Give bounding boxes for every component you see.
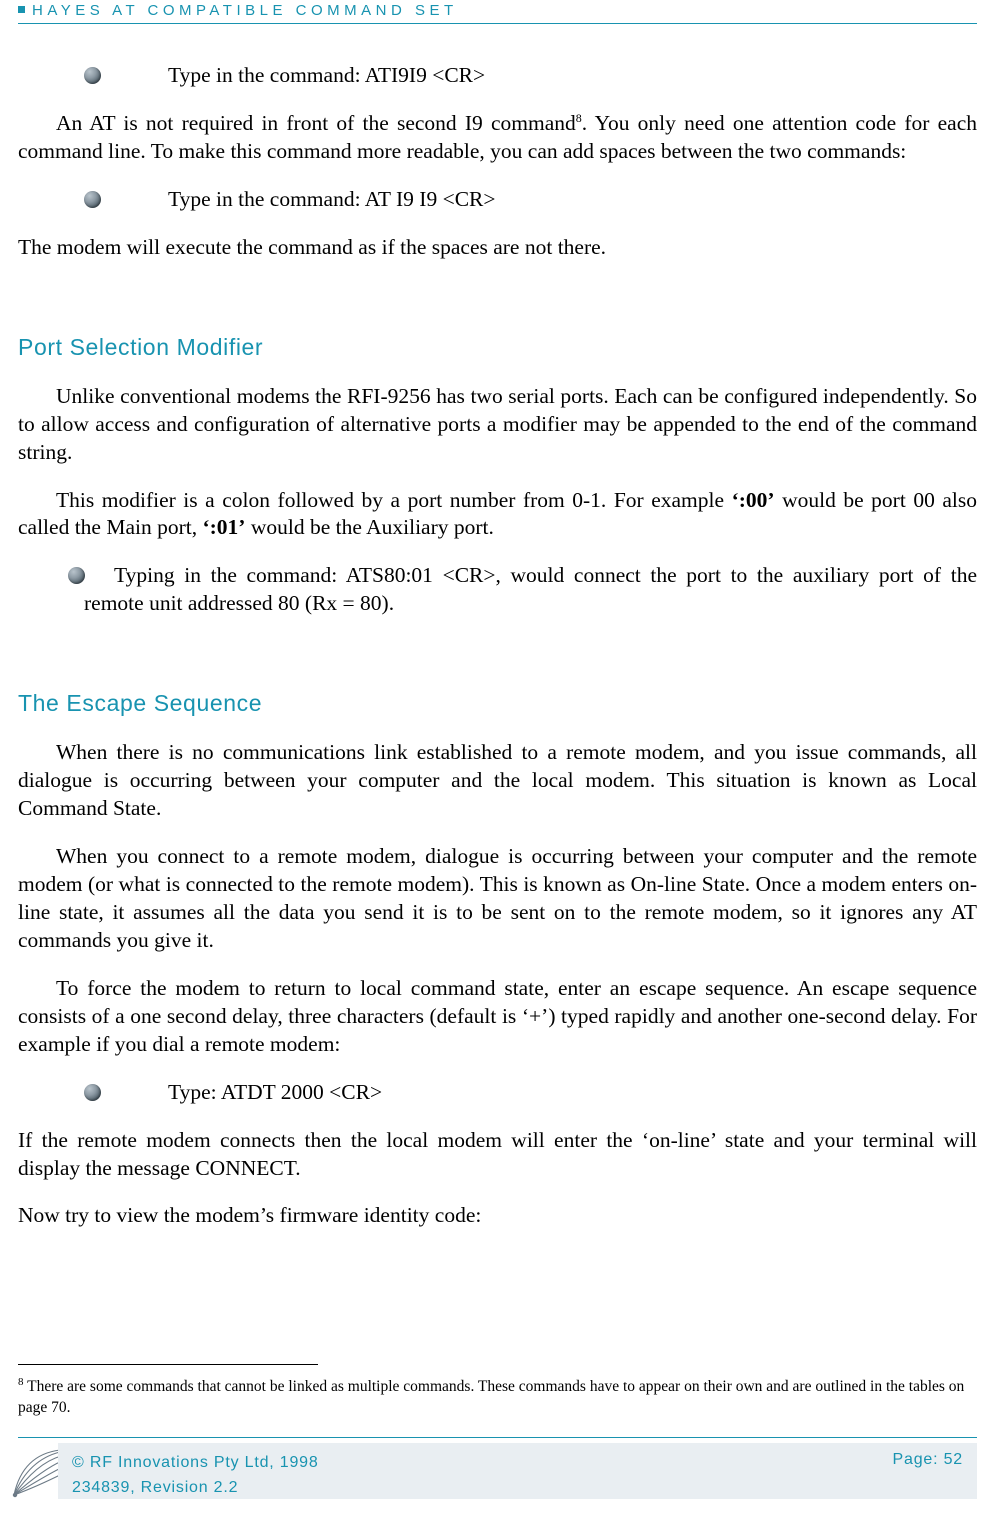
bullet-item xyxy=(18,562,977,618)
header-divider xyxy=(18,23,977,24)
bullet-text: Typing in the command: ATS80:01 <CR>, would connect the port to the auxiliary port of the remote unit addressed 80 (Rx = 80). xyxy=(84,563,977,616)
paragraph-text-c: would be the Auxiliary port. xyxy=(245,515,494,540)
footnote-area xyxy=(18,1364,977,1419)
inline-code-port-00: ‘:00’ xyxy=(731,487,775,512)
section-heading-escape-sequence: The Escape Sequence xyxy=(18,690,263,717)
paragraph-text-b: . You only need one attention code for each command line. To make this command more readable, you can add spaces between the two commands: xyxy=(18,110,977,163)
sphere-bullet-icon xyxy=(84,1084,101,1101)
bullet-item xyxy=(18,1079,977,1107)
header-title-row xyxy=(18,2,977,19)
footer-divider xyxy=(18,1437,977,1438)
footnote-body: There are some commands that cannot be linked as multiple commands. These commands have to appear on their own and are outlined in the tables on page 70. xyxy=(18,1378,965,1417)
paragraph xyxy=(18,487,977,543)
footer-copyright-line2: 234839, Revision 2.2 xyxy=(72,1478,239,1496)
paragraph: If the remote modem connects then the local modem will enter the ‘on-line’ state and your terminal will display the message CONNECT. xyxy=(18,1127,977,1180)
paragraph-text-a: An AT is not required in front of the second I9 command xyxy=(56,110,576,135)
footnote-text xyxy=(18,1375,977,1419)
footnote-reference: 8 xyxy=(575,110,582,125)
paragraph: The modem will execute the command as if the spaces are not there. xyxy=(18,234,607,259)
footnote-divider xyxy=(18,1364,318,1365)
page-footer xyxy=(0,1429,995,1515)
footer-page-number: Page: 52 xyxy=(892,1451,963,1468)
paragraph-text-a: This modifier is a colon followed by a port number from 0-1. For example xyxy=(56,487,732,512)
paragraph: Now try to view the modem’s firmware identity code: xyxy=(18,1203,482,1228)
inline-code-port-01: ‘:01’ xyxy=(202,515,246,540)
bullet-item xyxy=(18,62,977,90)
section-heading-port-selection: Port Selection Modifier xyxy=(18,333,264,360)
bullet-text: Type in the command: ATI9I9 <CR> xyxy=(168,63,486,87)
paragraph: When you connect to a remote modem, dialogue is occurring between your computer and the remote modem (or what is connected to the remote modem). This is known as On-line State. Once a modem enters on-line state, it assumes all the data you send it is to be sent on to the remote modem, so it ignores any AT commands you give it. xyxy=(18,844,977,952)
footer-copyright xyxy=(72,1451,319,1501)
bullet-item xyxy=(18,186,977,214)
spacer xyxy=(18,28,977,62)
page-header xyxy=(18,0,977,28)
bullet-text: Type: ATDT 2000 <CR> xyxy=(168,1079,383,1104)
bullet-text: Type in the command: AT I9 I9 <CR> xyxy=(168,186,496,211)
sphere-bullet-icon xyxy=(84,191,101,208)
spacer xyxy=(18,282,977,334)
paragraph-text-b: would be port 00 also called the Main port, xyxy=(18,487,978,540)
sphere-bullet-icon xyxy=(68,567,85,584)
paragraph: To force the modem to return to local command state, enter an escape sequence. An escape sequence consists of a one second delay, three characters (default is ‘+’) typed rapidly and another one-second delay. For example if you dial a remote modem: xyxy=(18,975,977,1056)
header-title: HAYES AT COMPATIBLE COMMAND SET xyxy=(32,2,458,19)
footnote-marker: 8 xyxy=(18,1376,24,1389)
paragraph xyxy=(18,110,977,166)
square-bullet-icon xyxy=(18,6,25,13)
paragraph: Unlike conventional modems the RFI-9256 has two serial ports. Each can be configured independently. So to allow access and configuration of alternative ports a modifier may be appended to the end of the command string. xyxy=(18,383,977,464)
footer-band xyxy=(58,1443,977,1499)
footer-copyright-line1: © RF Innovations Pty Ltd, 1998 xyxy=(72,1454,319,1471)
spacer xyxy=(18,638,977,690)
paragraph: When there is no communications link established to a remote modem, and you issue commands, all dialogue is occurring between your computer and the local modem. This situation is known as Local Command State. xyxy=(18,740,977,821)
sphere-bullet-icon xyxy=(84,67,101,84)
